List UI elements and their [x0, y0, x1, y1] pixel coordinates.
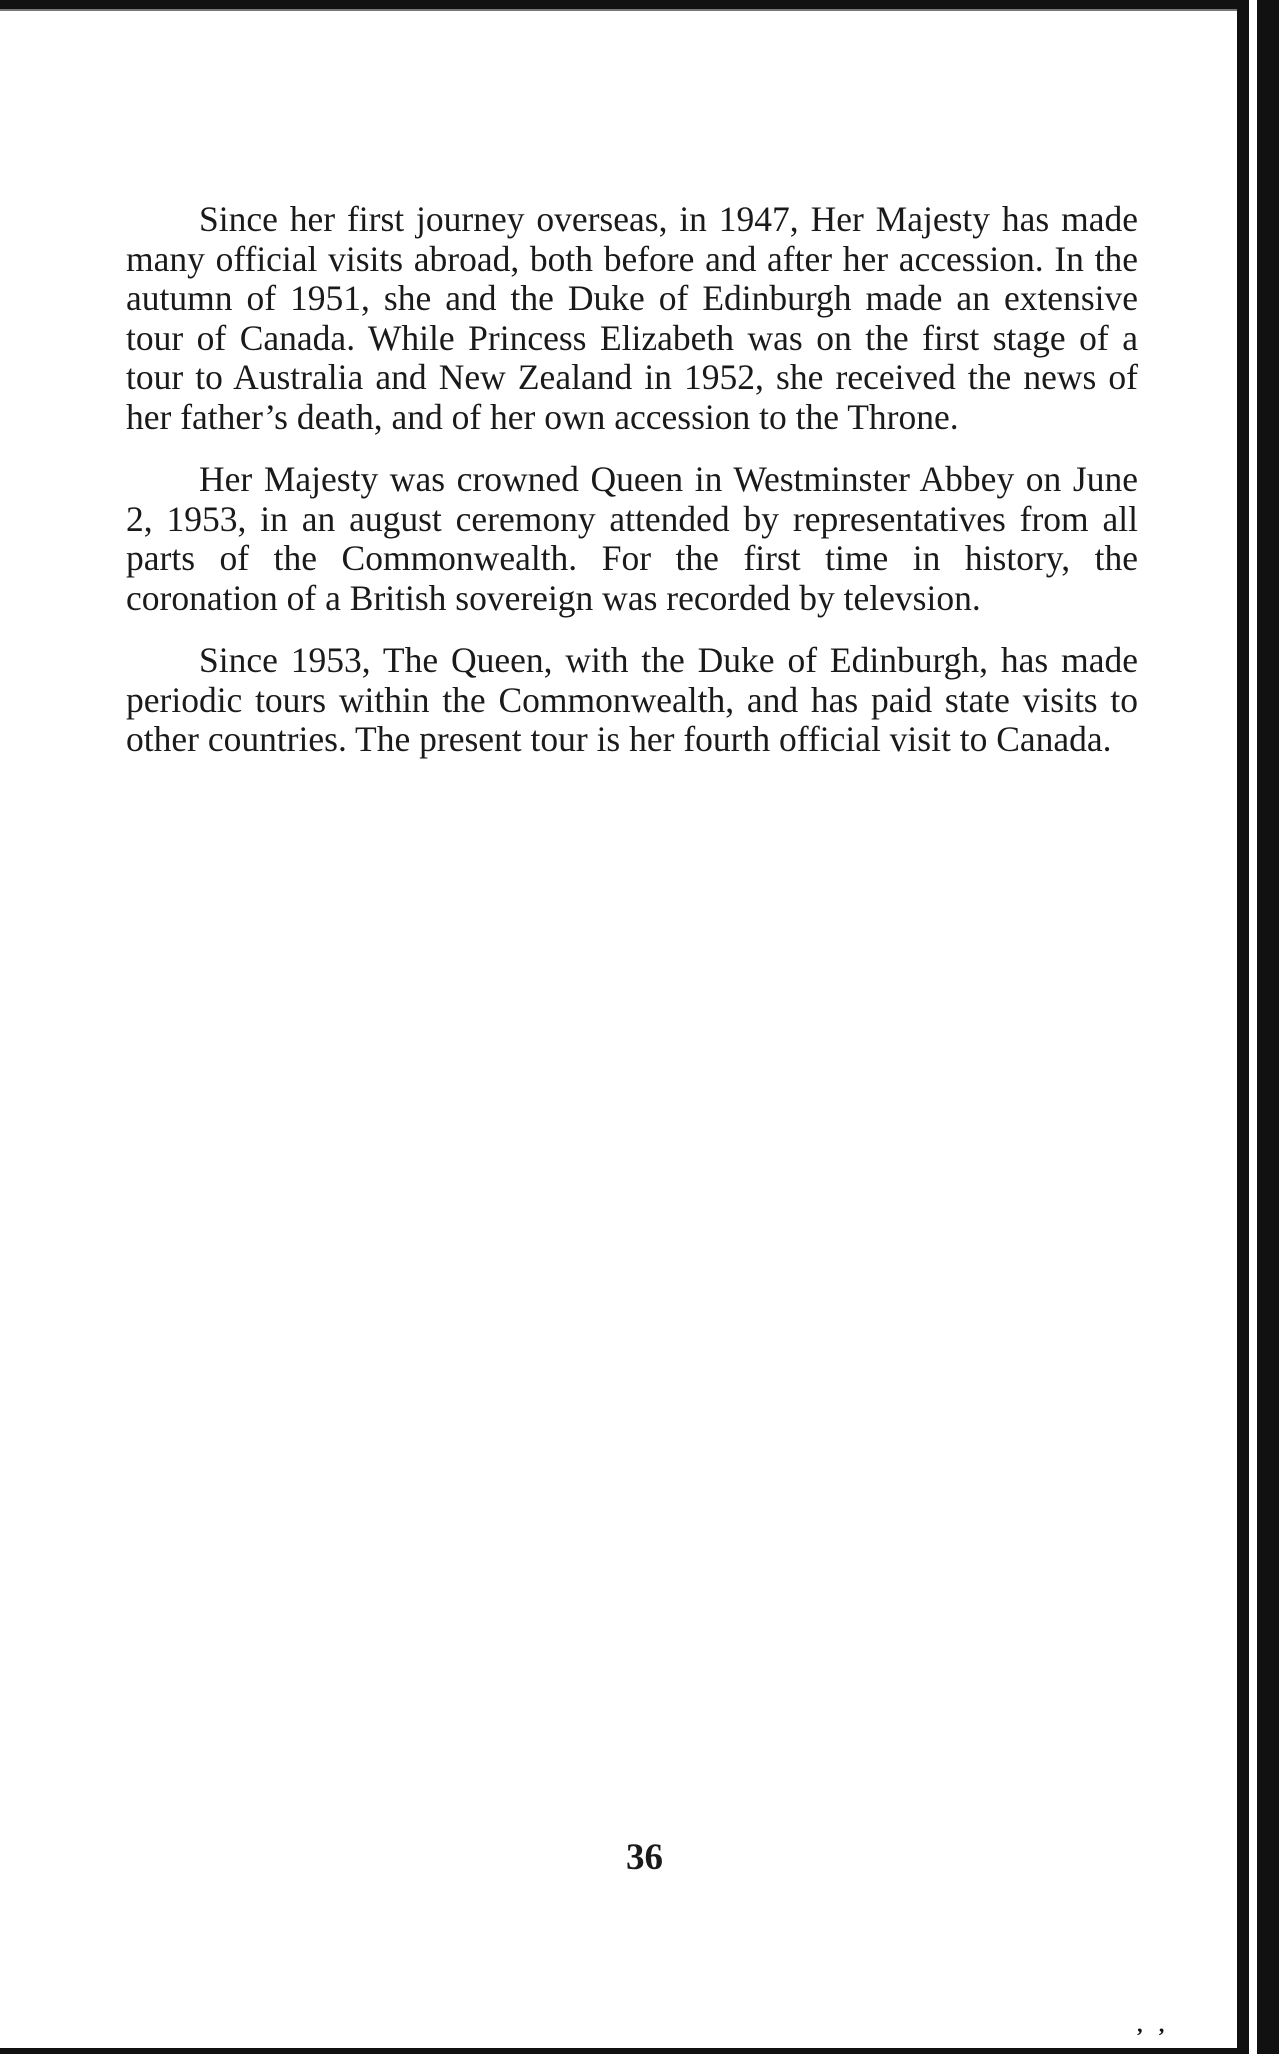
right-border-inner-rule	[1237, 0, 1249, 2054]
top-border-inner-rule	[0, 9, 1240, 11]
body-text	[126, 200, 1138, 783]
paragraph-first-journey: Since her first journey overseas, in 1947, Her Majesty has made many official visits abroad, both before and after her accession. In the autumn of 1951, she and the Duke of Edinburgh made an extensive tour of Canada. While Princess Elizabeth was on the first stage of a tour to Australia and New Zealand in 1952, she received the news of her father’s death, and of her own accession to the Throne.	[126, 199, 1138, 437]
bottom-border-rule	[0, 2048, 1240, 2054]
right-border-gap	[1249, 0, 1257, 2054]
top-border-rule	[0, 0, 1240, 9]
right-border-outer-rule	[1257, 0, 1279, 2054]
paragraph-coronation: Her Majesty was crowned Queen in Westminster Abbey on June 2, 1953, in an august ceremony attended by representatives from all parts of the Commonwealth. For the first time in history, the coronation of a British sovereign was recorded by televsion.	[126, 459, 1138, 618]
paragraph-periodic-tours: Since 1953, The Queen, with the Duke of Edinburgh, has made periodic tours within the Commonwealth, and has paid state visits to other countries. The present tour is her fourth official visit to Canada.	[126, 640, 1138, 759]
ink-specks-icon: ’’	[1136, 2023, 1182, 2048]
page-number: 36	[626, 1837, 663, 1878]
